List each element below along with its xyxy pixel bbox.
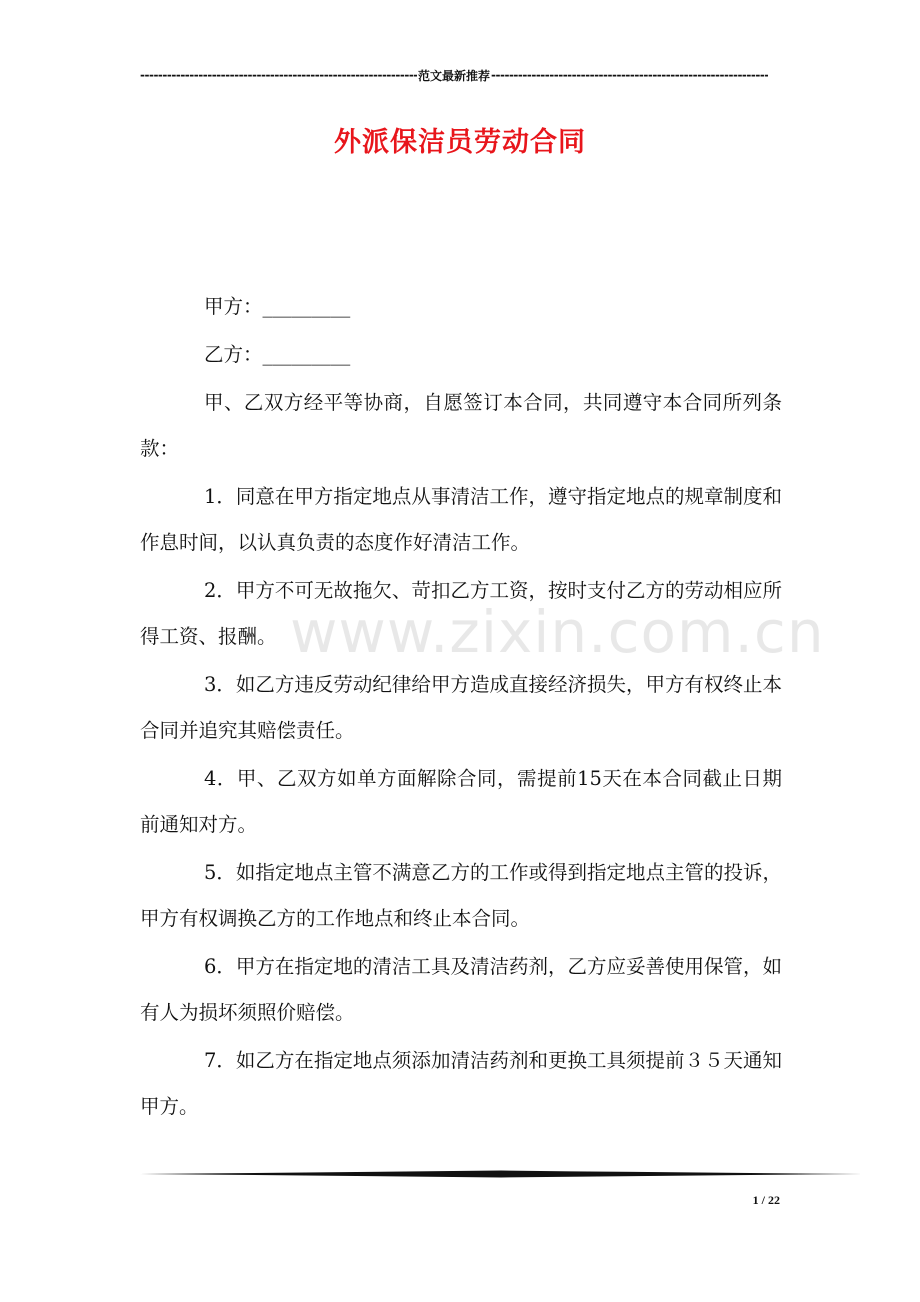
party-b-blank: _________ xyxy=(262,343,351,366)
party-a-blank: _________ xyxy=(262,295,351,318)
header-dash-left xyxy=(140,68,417,82)
footer-divider xyxy=(140,1168,862,1180)
header-dash-right xyxy=(491,68,768,82)
clause-2: 2．甲方不可无故拖欠、苛扣乙方工资，按时支付乙方的劳动相应所得工资、报酬。 xyxy=(140,579,782,648)
document-body xyxy=(140,284,782,1132)
clause-3: 3．如乙方违反劳动纪律给甲方造成直接经济损失，甲方有权终止本合同并追究其赔偿责任。 xyxy=(140,673,782,742)
party-b-label: 乙方： xyxy=(204,343,263,366)
page-header xyxy=(140,64,768,86)
party-b xyxy=(140,332,782,378)
clause-7: 7．如乙方在指定地点须添加清洁药剂和更换工具须提前３５天通知甲方。 xyxy=(140,1049,782,1118)
clause-6: 6．甲方在指定地的清洁工具及清洁药剂，乙方应妥善使用保管，如有人为损坏须照价赔偿。 xyxy=(140,955,782,1024)
page-number: 1 / 22 xyxy=(752,1193,780,1207)
clause-5: 5．如指定地点主管不满意乙方的工作或得到指定地点主管的投诉，甲方有权调换乙方的工作地点和终止本合同。 xyxy=(140,861,782,930)
party-a-label: 甲方： xyxy=(204,295,263,318)
clause-4: 4．甲、乙双方如单方面解除合同，需提前15天在本合同截止日期前通知对方。 xyxy=(140,767,782,836)
document-title: 外派保洁员劳动合同 xyxy=(334,127,586,158)
header-label: 范文最新推荐 xyxy=(418,68,491,83)
watermark: www.zixin.com.cn xyxy=(290,598,825,666)
clause-1: 1．同意在甲方指定地点从事清洁工作，遵守指定地点的规章制度和作息时间，以认真负责的态度作好清洁工作。 xyxy=(140,485,782,554)
party-a xyxy=(140,284,782,330)
paragraph-intro: 甲、乙双方经平等协商，自愿签订本合同，共同遵守本合同所列条款： xyxy=(140,391,782,460)
